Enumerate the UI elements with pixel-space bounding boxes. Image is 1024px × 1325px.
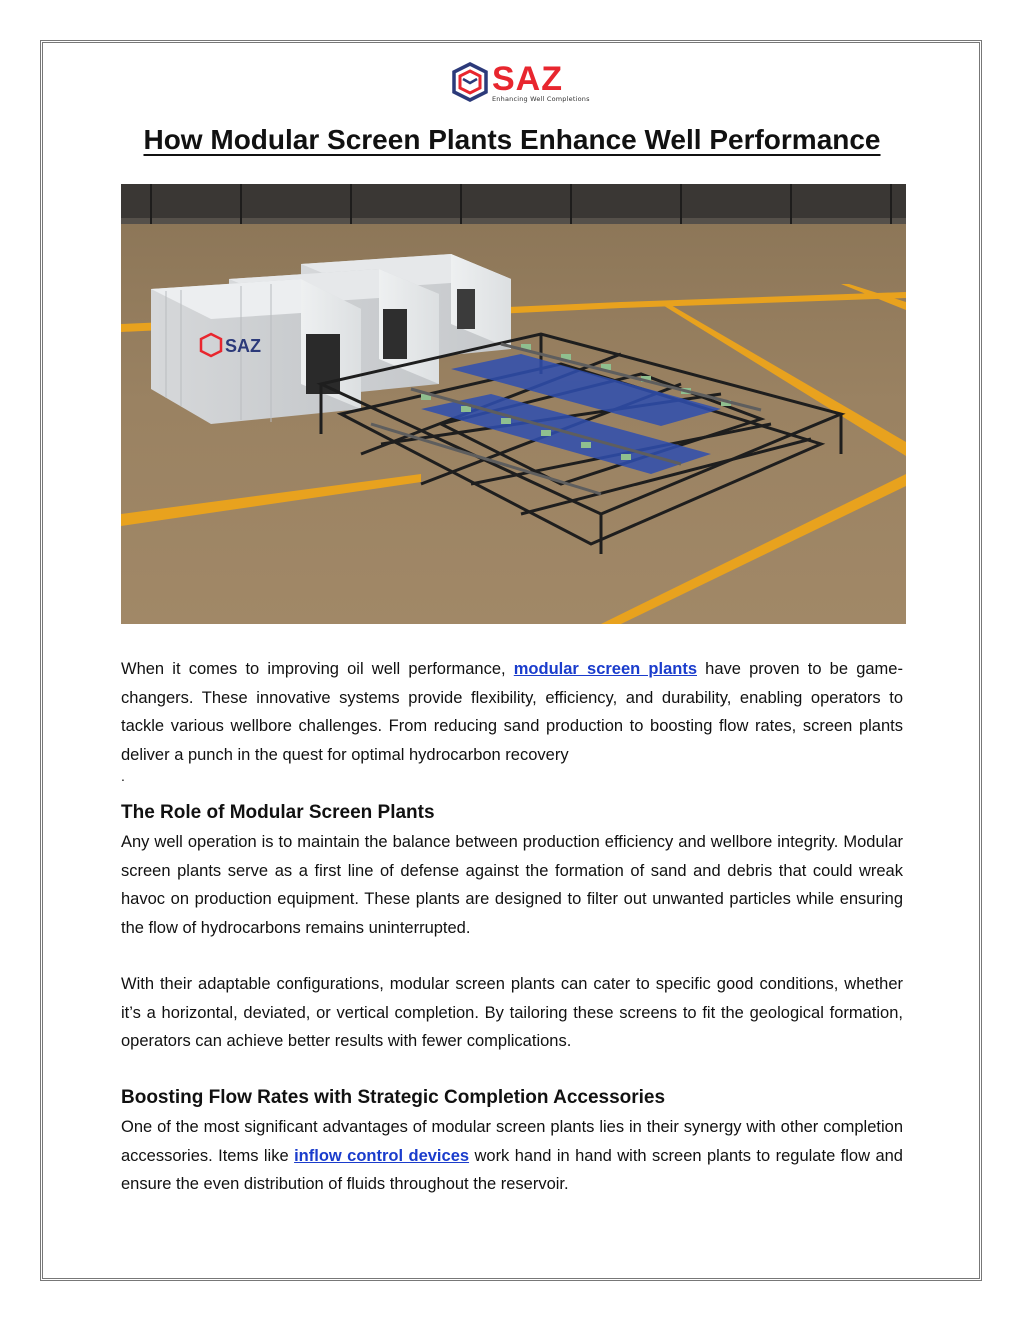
flow-rates-heading: Boosting Flow Rates with Strategic Completion Accessories — [121, 1087, 666, 1108]
flow-text-after: work hand in hand with screen plants to regulate flow and ensure the even distribution of fluids throughout the reservoir. — [121, 1146, 903, 1193]
intro-trailing-dot: . — [121, 768, 125, 784]
intro-section — [121, 655, 903, 783]
role-paragraph-2: With their adaptable configurations, modular screen plants can cater to specific good conditions, whether it’s a horizontal, deviated, or vertical completion. By tailoring these screens to fit the geological formation, operators can achieve better results with fewer complications. — [121, 975, 903, 1050]
role-paragraph-1: Any well operation is to maintain the balance between production efficiency and wellbore integrity. Modular screen plants serve as a first line of defense against the formation of sand and debris that could wreak havoc on production equipment. These plants are designed to filter out unwanted particles while ensuring the flow of hydrocarbons remains uninterrupted. — [121, 833, 903, 937]
logo-tagline: Enhancing Well Completions — [492, 95, 590, 103]
intro-paragraph — [121, 655, 903, 769]
flow-rates-paragraph — [121, 1113, 903, 1199]
hero-container-logo: SAZ — [225, 336, 261, 356]
role-section — [121, 800, 903, 1056]
saz-logo[interactable] — [452, 60, 590, 108]
hero-image — [121, 184, 906, 624]
flow-text-before: One of the most significant advantages of modular screen plants lies in their synergy with other completion accessories. Items like — [121, 1118, 903, 1165]
flow-rates-section — [121, 1085, 903, 1199]
article-title: How Modular Screen Plants Enhance Well Performance — [143, 124, 881, 155]
logo-brand-text: SAZ — [492, 60, 563, 98]
intro-text-after: have proven to be game-changers. These innovative systems provide flexibility, efficiency, and durability, enabling operators to tackle various wellbore challenges. From reducing sand production to boosting flow rates, screen plants deliver a punch in the quest for optimal hydrocarbon recovery — [121, 660, 903, 764]
modular-screen-plants-link[interactable]: modular screen plants — [513, 660, 697, 678]
role-section-heading: The Role of Modular Screen Plants — [121, 802, 435, 823]
inflow-control-devices-link[interactable]: inflow control devices — [294, 1146, 470, 1165]
intro-text-before: When it comes to improving oil well performance, — [121, 660, 514, 678]
saz-logo-icon — [452, 60, 492, 108]
